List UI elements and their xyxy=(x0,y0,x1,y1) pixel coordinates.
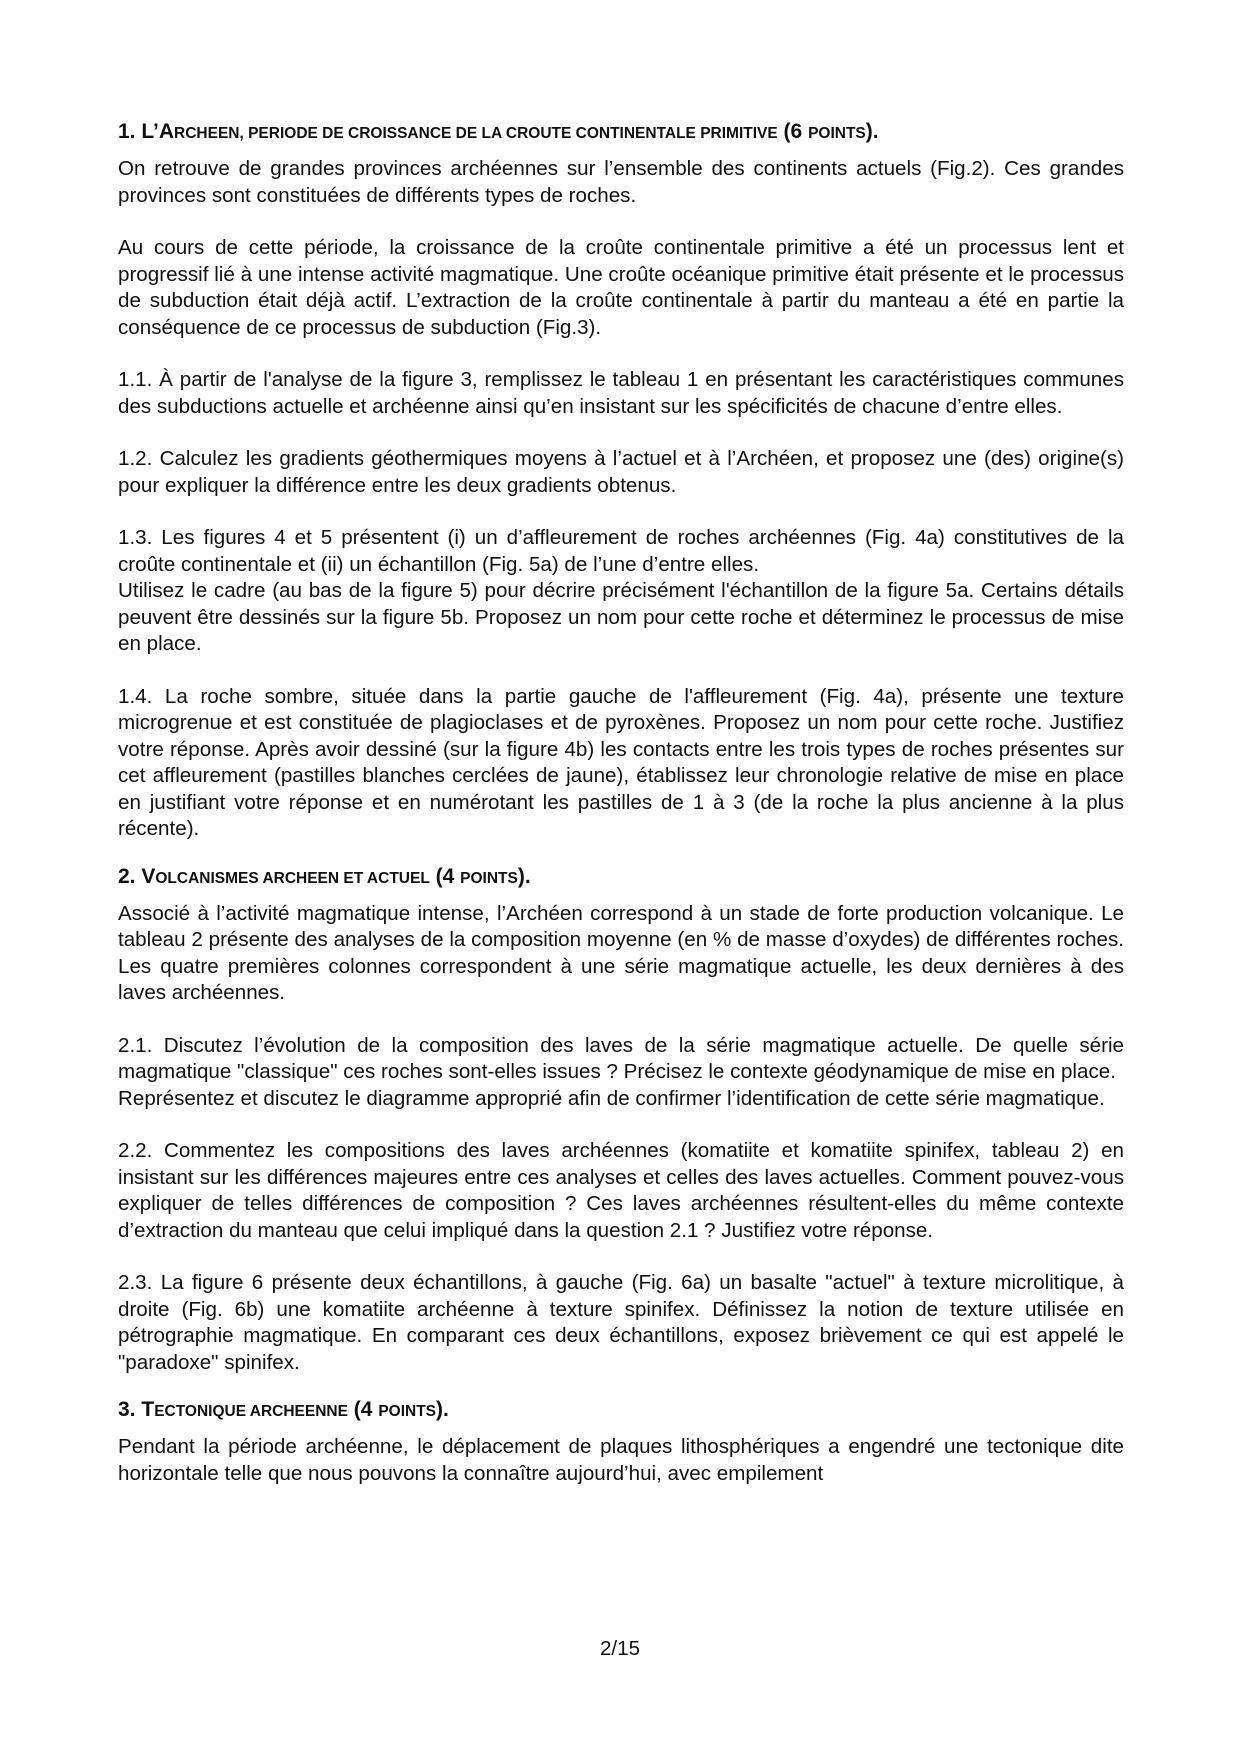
section-2-title-rest: OLCANISMES ARCHEEN ET ACTUEL xyxy=(155,869,430,887)
section-3-heading xyxy=(118,1396,1124,1425)
question-2-1-part-b: Représentez et discutez le diagramme approprié afin de confirmer l’identification de cette série magmatique. xyxy=(118,1086,1105,1110)
section-3-title-rest: ECTONIQUE ARCHEENNE xyxy=(154,1403,348,1420)
question-1-3-part-a: 1.3. Les figures 4 et 5 présentent (i) un d’affleurement de roches archéennes (Fig. 4a) constitutives de la croûte continentale et (ii) un échantillon (Fig. 5a) de l’une d’entre elles. xyxy=(118,526,1124,576)
section-3-points-open: (4 xyxy=(347,1398,379,1421)
section-1-points-close: ). xyxy=(865,120,879,143)
section-2-points-close: ). xyxy=(517,864,531,888)
question-2-2: 2.2. Commentez les compositions des laves archéennes (komatiite et komatiite spinifex, tableau 2) en insistant sur les différences majeures entre ces analyses et celles des laves actuelles. Comment pouvez-vous expliquer de telles différences de composition ? Ces laves archéennes résultent-elles du même contexte d’extraction du manteau que celui impliqué dans la question 2.1 ? Justifiez votre réponse. xyxy=(118,1139,1124,1242)
section-2-heading xyxy=(118,863,1124,892)
section-2-points-open: (4 xyxy=(429,864,461,888)
page-content xyxy=(118,118,1124,1487)
section-2-title-cap: V xyxy=(141,864,156,888)
section-3-intro-paragraph: Pendant la période archéenne, le déplacement de plaques lithosphériques a engendré une tectonique dite horizontale telle que nous pouvons la connaître aujourd’hui, avec empilement xyxy=(118,1435,1124,1485)
section-1-intro-paragraph-1: On retrouve de grandes provinces archéennes sur l’ensemble des continents actuels (Fig.2). Ces grandes provinces sont constituées de différents types de roches. xyxy=(118,157,1124,207)
section-1-title-rest: RCHEEN, PERIODE DE CROISSANCE DE LA CROUTE CONTINENTALE PRIMITIVE xyxy=(174,125,778,142)
question-2-3: 2.3. La figure 6 présente deux échantillons, à gauche (Fig. 6a) un basalte "actuel" à texture microlitique, à droite (Fig. 6b) une komatiite archéenne à texture spinifex. Définissez la notion de texture utilisée en pétrographie magmatique. En comparant ces deux échantillons, exposez brièvement ce qui est appelé le "paradoxe" spinifex. xyxy=(118,1271,1124,1374)
section-3-title-cap: T xyxy=(141,1398,155,1421)
section-2-number: 2. xyxy=(118,864,136,888)
section-2-intro-paragraph: Associé à l’activité magmatique intense, l’Archéen correspond à un stade de forte production volcanique. Le tableau 2 présente des analyses de la composition moyenne (en % de masse d’oxydes) de différentes roches. Les quatre premières colonnes correspondent à une série magmatique actuelle, les deux dernières à des laves archéennes. xyxy=(118,901,1124,1004)
section-2-points-word: POINTS xyxy=(460,869,518,887)
question-1-4: 1.4. La roche sombre, située dans la partie gauche de l'affleurement (Fig. 4a), présente une texture microgrenue et est constituée de plagioclases et de pyroxènes. Proposez un nom pour cette roche. Justifiez votre réponse. Après avoir dessiné (sur la figure 4b) les contacts entre les trois types de roches présentes sur cet affleurement (pastilles blanches cerclées de jaune), établissez leur chronologie relative de mise en place en justifiant votre réponse et en numérotant les pastilles de 1 à 3 (de la roche la plus ancienne à la plus récente). xyxy=(118,684,1124,840)
page-number: 2/15 xyxy=(599,1637,641,1660)
section-1-points-open: (6 xyxy=(777,120,809,143)
section-1-heading xyxy=(118,118,1124,147)
section-3-number: 3. xyxy=(118,1398,136,1421)
section-1-intro-paragraph-2: Au cours de cette période, la croissance de la croûte continentale primitive a été un processus lent et progressif lié à une intense activité magmatique. Une croûte océanique primitive était présente et le processus de subduction était déjà actif. L’extraction de la croûte continentale à partir du manteau a été en partie la conséquence de ce processus de subduction (Fig.3). xyxy=(118,236,1124,339)
section-3-points-close: ). xyxy=(436,1398,449,1421)
question-1-3-part-b: Utilisez le cadre (au bas de la figure 5) pour décrire précisément l'échantillon de la figure 5a. Certains détails peuvent être dessinés sur la figure 5b. Proposez un nom pour cette roche et déterminez le processus de mise en place. xyxy=(118,579,1124,655)
section-1-number: 1. xyxy=(118,120,136,143)
section-1-points-word: POINTS xyxy=(808,125,866,142)
question-1-1: 1.1. À partir de l'analyse de la figure 3, remplissez le tableau 1 en présentant les caractéristiques communes des subductions actuelle et archéenne ainsi qu’en insistant sur les spécificités de chacune d’entre elles. xyxy=(118,368,1124,418)
section-1-title-cap: L’A xyxy=(141,120,175,143)
question-1-2: 1.2. Calculez les gradients géothermiques moyens à l’actuel et à l’Archéen, et proposez une (des) origine(s) pour expliquer la différence entre les deux gradients obtenus. xyxy=(118,447,1124,497)
question-2-1-part-a: 2.1. Discutez l’évolution de la composition des laves de la série magmatique actuelle. De quelle série magmatique "classique" ces roches sont-elles issues ? Précisez le contexte géodynamique de mise en place. xyxy=(118,1033,1124,1083)
section-3-points-word: POINTS xyxy=(378,1403,437,1420)
